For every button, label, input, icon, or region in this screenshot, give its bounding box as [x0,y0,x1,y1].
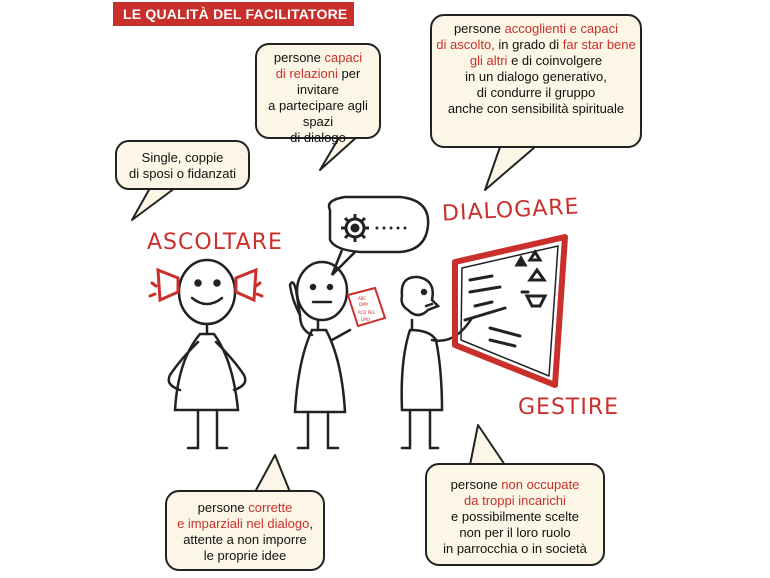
gear-icon [341,214,369,242]
board [455,237,565,385]
bubble-correct: persone corrette e imparziali nel dialogo, attente a non imporre le proprie idee [165,490,325,571]
word-listen: ASCOLTARE [147,230,283,255]
bubble-tail-welcoming [485,147,535,190]
girl-figure [169,260,246,448]
page-title: LE QUALITÀ DEL FACILITATORE [113,2,354,26]
bubble-free: persone non occupate da troppi incarichi e possibilmente scelte non per il loro ruolo in parrocchia o in società [425,463,605,566]
bubble-tail-free [470,425,505,465]
note-line: LMO [361,317,370,322]
bubble-tail-single [132,188,175,220]
middle-figure [290,262,350,448]
note-line: DMP [359,302,368,307]
word-manage: GESTIRE [518,395,620,420]
board-marks [465,252,545,346]
bubble-tail-correct [255,455,290,492]
word-dialogue: DIALOGARE [441,194,581,227]
bubble-relations: persone capaci di relazioni per invitare a partecipare agli spazi di dialogo [255,43,381,139]
bubble-welcoming: persone accoglienti e capaci di ascolto, in grado di far star bene gli altri e di coinvolgere in un dialogo generativo, di condurre il gruppo anche con sensibilità spirituale [430,14,642,148]
thought-bubble [329,197,428,275]
hair-bows [150,270,262,300]
note-line: ABC [358,296,367,301]
ellipsis-dots [376,227,407,230]
note-line: RCD PEL [358,310,375,315]
bubble-single: Single, coppie di sposi o fidanzati [115,140,250,190]
